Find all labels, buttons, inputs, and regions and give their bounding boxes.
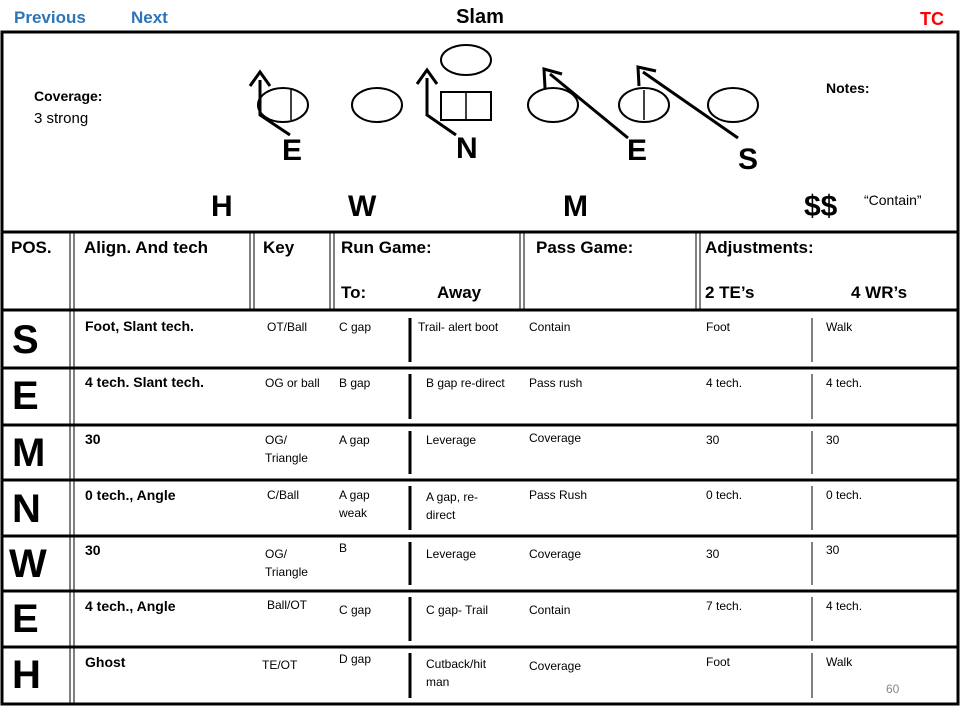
- header-run-away: Away: [437, 283, 482, 302]
- row-pass: Contain: [529, 603, 571, 617]
- row-align: 4 tech. Slant tech.: [85, 374, 205, 390]
- row-pos-letter: E: [12, 374, 39, 418]
- tc-label: TC: [920, 9, 944, 29]
- header-adj-te: 2 TE’s: [705, 283, 755, 302]
- row-run-away: B gap re-direct: [426, 376, 505, 390]
- defender-e-left: E: [282, 134, 303, 167]
- next-link[interactable]: Next: [131, 8, 168, 27]
- previous-link[interactable]: Previous: [14, 8, 86, 27]
- row-align: 4 tech., Angle: [85, 598, 176, 614]
- row-adj-te: 30: [706, 433, 720, 447]
- offense-tight-end: [708, 88, 758, 122]
- defender-n: N: [456, 132, 478, 165]
- backer-m: M: [563, 190, 588, 223]
- coverage-value: 3 strong: [34, 110, 89, 127]
- row-adj-wr: 4 tech.: [826, 599, 863, 613]
- row-pass: Contain: [529, 320, 571, 334]
- row-key: TE/OT: [262, 658, 298, 672]
- row-run-to: A gap: [339, 433, 370, 447]
- coverage-label: Coverage:: [34, 88, 103, 104]
- row-run-away: Leverage: [426, 547, 477, 561]
- row-pos-letter: W: [9, 542, 47, 586]
- notes-label: Notes:: [826, 80, 870, 96]
- page-title: Slam: [456, 6, 504, 28]
- defender-s: S: [738, 143, 759, 176]
- row-key: C/Ball: [267, 488, 300, 502]
- row-run-to: B gap: [339, 376, 371, 390]
- row-align: Foot, Slant tech.: [85, 318, 194, 334]
- row-pos-letter: E: [12, 597, 39, 641]
- defender-e-right: E: [627, 134, 648, 167]
- row-run-to: B: [339, 541, 348, 555]
- row-pass: Pass Rush: [529, 488, 588, 502]
- movement-arrows: [250, 67, 738, 138]
- row-pos-letter: S: [12, 318, 39, 362]
- row-adj-te: 7 tech.: [706, 599, 743, 613]
- row-run-away: Cutback/hit man: [426, 657, 487, 689]
- row-align: 30: [85, 431, 101, 447]
- row-pos-letter: N: [12, 487, 41, 531]
- row-adj-te: 30: [706, 547, 720, 561]
- row-align: 30: [85, 542, 101, 558]
- row-key: OT/Ball: [267, 320, 308, 334]
- offense-quarterback: [441, 45, 491, 75]
- offense-guard-left: [352, 88, 402, 122]
- row-pass: Coverage: [529, 547, 582, 561]
- row-run-away: Leverage: [426, 433, 477, 447]
- row-key: OG or ball: [265, 376, 320, 390]
- row-adj-te: Foot: [706, 655, 731, 669]
- row-key: Ball/OT: [267, 598, 308, 612]
- header-key: Key: [263, 238, 295, 257]
- row-adj-wr: 30: [826, 543, 840, 557]
- page-number: 60: [886, 682, 900, 696]
- backer-h: H: [211, 190, 233, 223]
- notes-contain: “Contain”: [864, 192, 922, 208]
- backer-w: W: [348, 190, 377, 223]
- row-run-to: C gap: [339, 603, 372, 617]
- row-key: OG/ Triangle: [265, 547, 308, 579]
- row-run-to: C gap: [339, 320, 372, 334]
- header-adj-wr: 4 WR’s: [851, 283, 908, 302]
- row-adj-te: 4 tech.: [706, 376, 743, 390]
- arrow-e-right: [550, 74, 628, 138]
- row-run-away: C gap- Trail: [426, 603, 489, 617]
- row-pass: Coverage: [529, 431, 582, 445]
- row-align: 0 tech., Angle: [85, 487, 176, 503]
- row-pos-letter: H: [12, 653, 41, 697]
- row-adj-te: Foot: [706, 320, 731, 334]
- row-adj-te: 0 tech.: [706, 488, 743, 502]
- row-pass: Pass rush: [529, 376, 583, 390]
- row-pass: Coverage: [529, 659, 582, 673]
- header-adjust: Adjustments:: [705, 238, 814, 257]
- row-run-away: Trail- alert boot: [418, 320, 499, 334]
- row-adj-wr: 0 tech.: [826, 488, 863, 502]
- header-align: Align. And tech: [84, 238, 209, 257]
- row-run-away: A gap, re-direct: [426, 490, 479, 522]
- header-run-to: To:: [341, 283, 367, 302]
- backer-ss: $$: [804, 190, 838, 223]
- row-run-to: A gap weak: [339, 488, 370, 520]
- row-align: Ghost: [85, 654, 126, 670]
- row-run-to: D gap: [339, 652, 372, 666]
- row-adj-wr: Walk: [826, 320, 853, 334]
- row-adj-wr: 4 tech.: [826, 376, 863, 390]
- header-pass: Pass Game:: [536, 238, 634, 257]
- row-adj-wr: Walk: [826, 655, 853, 669]
- header-run: Run Game:: [341, 238, 432, 257]
- row-key: OG/ Triangle: [265, 433, 308, 465]
- offense-guard-right: [528, 88, 578, 122]
- row-adj-wr: 30: [826, 433, 840, 447]
- row-pos-letter: M: [12, 431, 46, 475]
- arrow-s: [643, 72, 738, 138]
- header-pos: POS.: [11, 238, 52, 257]
